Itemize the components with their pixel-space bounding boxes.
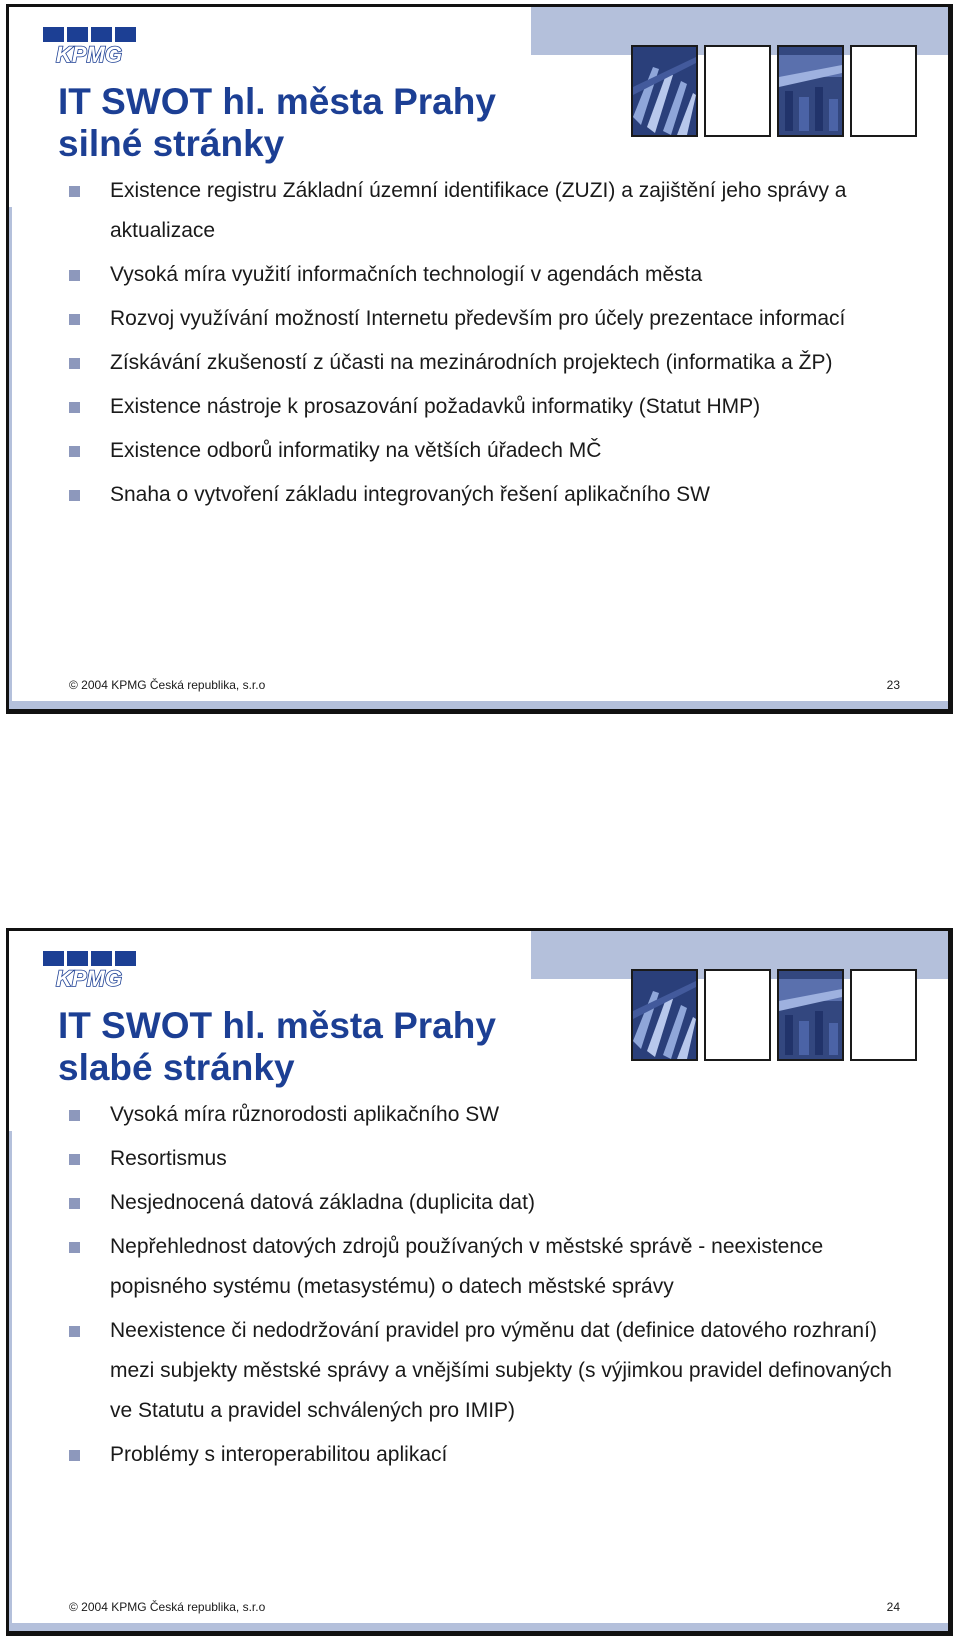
photo-blue-machinery [631, 45, 698, 137]
photo-blank-2 [850, 969, 917, 1061]
list-item [69, 1311, 899, 1431]
list-item [69, 1139, 899, 1179]
square-bullet-icon [69, 1326, 80, 1337]
footer-band [9, 1623, 948, 1631]
bullet-text: Nepřehlednost datových zdrojů používaných v městské správě - neexistence popisného systému (metasystému) o datech městské správy [110, 1235, 824, 1298]
footer-band [9, 701, 948, 709]
square-bullet-icon [69, 186, 80, 197]
bullet-list [69, 1095, 899, 1479]
page-number: 23 [886, 678, 900, 692]
photo-blue-machinery [631, 969, 698, 1061]
slide-title [58, 81, 496, 165]
list-item [69, 431, 899, 471]
square-bullet-icon [69, 270, 80, 281]
header-photos [631, 45, 917, 137]
square-bullet-icon [69, 358, 80, 369]
bullet-text: Resortismus [110, 1147, 227, 1170]
bullet-text: Existence nástroje k prosazování požadavků informatiky (Statut HMP) [110, 395, 761, 418]
title-line-2: silné stránky [58, 123, 285, 164]
slide-23 [6, 4, 953, 714]
bullet-text: Získávání zkušeností z účasti na mezinárodních projektech (informatika a ŽP) [110, 351, 833, 374]
photo-blue-cityscape [777, 45, 844, 137]
kpmg-logo [41, 951, 137, 991]
footer-copyright: © 2004 KPMG Česká republika, s.r.o [69, 1600, 266, 1614]
bullet-text: Neexistence či nedodržování pravidel pro výměnu dat (definice datového rozhraní) mezi subjekty městské správy a vnějšími subjekty (s výjimkou pravidel definovaných ve Statutu a pravidel schválených pro IMIP) [110, 1319, 892, 1422]
title-line-1: IT SWOT hl. města Prahy [58, 1005, 496, 1046]
left-rail [9, 207, 12, 709]
bullet-text: Vysoká míra různorodosti aplikačního SW [110, 1103, 500, 1126]
list-item [69, 1095, 899, 1135]
bullet-text: Existence registru Základní územní identifikace (ZUZI) a zajištění jeho správy a aktualizace [110, 179, 847, 242]
square-bullet-icon [69, 314, 80, 325]
photo-blank-2 [850, 45, 917, 137]
square-bullet-icon [69, 1110, 80, 1121]
slide-24 [6, 928, 953, 1636]
square-bullet-icon [69, 446, 80, 457]
photo-blank-1 [704, 45, 771, 137]
logo-text: KPMG [56, 966, 122, 991]
list-item [69, 343, 899, 383]
bullet-text: Vysoká míra využití informačních technologií v agendách města [110, 263, 703, 286]
bullet-text: Existence odborů informatiky na větších úřadech MČ [110, 439, 602, 462]
slide-title [58, 1005, 496, 1089]
photo-blue-cityscape [777, 969, 844, 1061]
left-rail [9, 1131, 12, 1631]
bullet-text: Nesjednocená datová základna (duplicita dat) [110, 1191, 535, 1214]
square-bullet-icon [69, 1154, 80, 1165]
square-bullet-icon [69, 1450, 80, 1461]
square-bullet-icon [69, 1198, 80, 1209]
kpmg-logo [41, 27, 137, 67]
footer-copyright: © 2004 KPMG Česká republika, s.r.o [69, 678, 266, 692]
square-bullet-icon [69, 402, 80, 413]
title-line-1: IT SWOT hl. města Prahy [58, 81, 496, 122]
list-item [69, 299, 899, 339]
logo-text: KPMG [56, 42, 122, 67]
square-bullet-icon [69, 1242, 80, 1253]
bullet-list [69, 171, 899, 519]
bullet-text: Rozvoj využívání možností Internetu především pro účely prezentace informací [110, 307, 846, 330]
list-item [69, 171, 899, 251]
list-item [69, 255, 899, 295]
bullet-text: Problémy s interoperabilitou aplikací [110, 1443, 448, 1466]
list-item [69, 1435, 899, 1475]
photo-blank-1 [704, 969, 771, 1061]
page-number: 24 [886, 1600, 900, 1614]
header-photos [631, 969, 917, 1061]
list-item [69, 1183, 899, 1223]
bullet-text: Snaha o vytvoření základu integrovaných řešení aplikačního SW [110, 483, 711, 506]
list-item [69, 475, 899, 515]
list-item [69, 387, 899, 427]
square-bullet-icon [69, 490, 80, 501]
title-line-2: slabé stránky [58, 1047, 295, 1088]
list-item [69, 1227, 899, 1307]
